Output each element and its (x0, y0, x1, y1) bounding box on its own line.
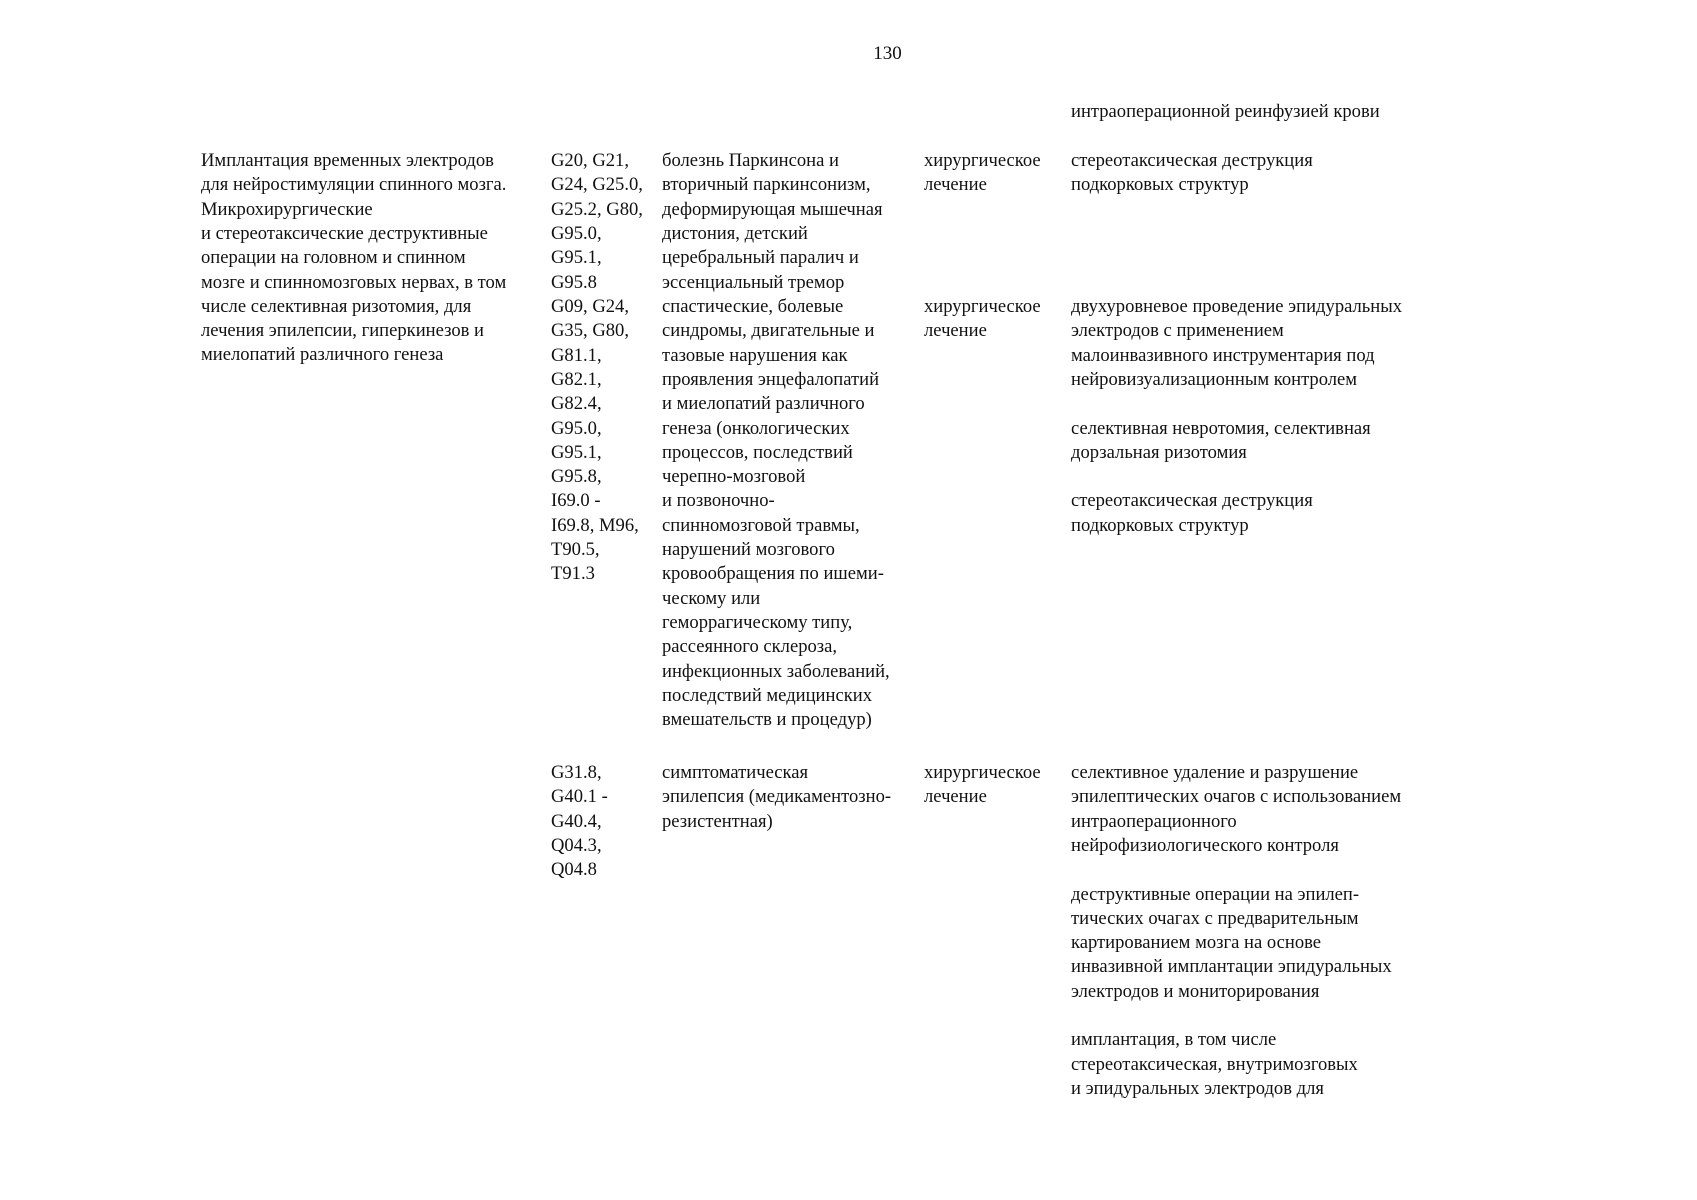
treatment-method-line: и эпидуральных электродов для (1071, 1077, 1324, 1099)
procedure-name-line: мозге и спинномозговых нервах, в том (201, 271, 507, 293)
diagnosis-code-line: G95.8, (551, 466, 602, 488)
diagnosis-line: черепно-мозговой (662, 466, 806, 488)
treatment-method-line: эпилептических очагов с использованием (1071, 786, 1402, 808)
treatment-type-line: лечение (924, 320, 987, 342)
diagnosis-line: рассеянного склероза, (662, 636, 838, 658)
diagnosis-line: и позвоночно- (662, 490, 775, 512)
diagnosis-code-line: G40.1 - (551, 786, 608, 808)
diagnosis-code-line: G31.8, (551, 762, 602, 783)
diagnosis-code-line: G35, G80, (551, 320, 629, 342)
diagnosis-line: церебральный паралич и (662, 247, 859, 269)
diagnosis-line: инфекционных заболеваний, (662, 660, 890, 682)
diagnosis-line: и миелопатий различного (662, 393, 865, 415)
diagnosis-code-line: G20, G21, (551, 150, 629, 171)
treatment-method-line: двухуровневое проведение эпидуральных (1071, 296, 1403, 317)
diagnosis-code-line: I69.8, M96, (551, 514, 639, 536)
treatment-method-line: электродов и мониторирования (1071, 980, 1320, 1002)
diagnosis-code-line: G09, G24, (551, 296, 629, 317)
treatment-method-line: картированием мозга на основе (1071, 932, 1322, 954)
treatment-method-line: тических очагах с предварительным (1071, 907, 1359, 929)
diagnosis-line: симптоматическая (662, 762, 809, 783)
diagnosis-code-line: I69.0 - (551, 490, 601, 512)
diagnosis-code-line: G82.1, (551, 368, 602, 390)
diagnosis-line: синдромы, двигательные и (662, 320, 875, 342)
treatment-method-line: подкорковых структур (1071, 174, 1249, 196)
procedure-name-line: Имплантация временных электродов (201, 150, 494, 171)
diagnosis-code-line: Q04.8 (551, 859, 597, 881)
diagnosis-line: нарушений мозгового (662, 539, 835, 560)
diagnosis-code-line: G95.1, (551, 441, 602, 463)
treatment-method-line: стереотаксическая деструкция (1071, 150, 1313, 171)
diagnosis-code-line: G40.4, (551, 810, 602, 832)
treatment-method-line: малоинвазивного инструментария под (1071, 344, 1375, 366)
treatment-method-line: инвазивной имплантации эпидуральных (1071, 956, 1392, 978)
treatment-type-line: лечение (924, 786, 987, 808)
diagnosis-line: резистентная) (662, 810, 773, 832)
treatment-method-line: селективная невротомия, селективная (1071, 417, 1371, 439)
diagnosis-code-line: G95.1, (551, 247, 602, 269)
diagnosis-line: дистония, детский (662, 222, 808, 244)
diagnosis-line: эссенциальный тремор (662, 271, 845, 293)
diagnosis-line: спастические, болевые (662, 296, 844, 317)
page-number: 130 (873, 43, 902, 64)
treatment-method-line: нейровизуализационным контролем (1071, 368, 1358, 390)
treatment-method-line: электродов с применением (1071, 320, 1284, 342)
procedure-name-line: лечения эпилепсии, гиперкинезов и (201, 320, 484, 342)
diagnosis-code-line: G95.8 (551, 271, 597, 293)
treatment-method-line: деструктивные операции на эпилеп- (1071, 883, 1360, 905)
procedure-name-line: для нейростимуляции спинного мозга. (201, 174, 507, 196)
procedure-name-line: и стереотаксические деструктивные (201, 222, 488, 244)
treatment-method-line: стереотаксическая, внутримозговых (1071, 1053, 1358, 1075)
treatment-method-line: дорзальная ризотомия (1071, 441, 1247, 463)
procedure-name-line: операции на головном и спинном (201, 247, 466, 269)
diagnosis-line: проявления энцефалопатий (662, 368, 880, 390)
procedure-name-line: миелопатий различного генеза (201, 344, 444, 366)
treatment-method-line: интраоперационного (1071, 810, 1237, 832)
diagnosis-code-line: G24, G25.0, (551, 174, 643, 196)
carryover-method-line: интраоперационной реинфузией крови (1071, 101, 1380, 122)
treatment-method-line: селективное удаление и разрушение (1071, 762, 1359, 783)
diagnosis-line: эпилепсия (медикаментозно- (662, 786, 892, 808)
diagnosis-line: вмешательств и процедур) (662, 709, 872, 731)
diagnosis-code-line: T91.3 (551, 563, 595, 585)
diagnosis-code-line: G82.4, (551, 393, 602, 415)
diagnosis-line: спинномозговой травмы, (662, 514, 860, 536)
treatment-method-line: стереотаксическая деструкция (1071, 490, 1313, 512)
diagnosis-line: деформирующая мышечная (662, 198, 883, 220)
diagnosis-code-line: Q04.3, (551, 834, 602, 856)
diagnosis-line: ческому или (662, 587, 761, 609)
procedure-name-line: Микрохирургические (201, 198, 373, 220)
procedure-name-line: числе селективная ризотомия, для (201, 295, 472, 317)
diagnosis-line: кровообращения по ишеми- (662, 563, 884, 585)
treatment-method-line: подкорковых структур (1071, 514, 1249, 536)
diagnosis-code-line: G95.0, (551, 417, 602, 439)
diagnosis-line: болезнь Паркинсона и (662, 150, 839, 171)
treatment-type-line: хирургическое (924, 150, 1041, 171)
treatment-method-line: имплантация, в том числе (1071, 1029, 1277, 1051)
diagnosis-line: вторичный паркинсонизм, (662, 174, 871, 196)
treatment-method-line: нейрофизиологического контроля (1071, 834, 1339, 856)
diagnosis-code-line: G81.1, (551, 344, 602, 366)
diagnosis-line: процессов, последствий (662, 441, 853, 463)
diagnosis-line: тазовые нарушения как (662, 344, 848, 366)
treatment-type-line: хирургическое (924, 296, 1041, 317)
diagnosis-code-line: G25.2, G80, (551, 198, 643, 220)
diagnosis-line: последствий медицинских (662, 684, 872, 706)
treatment-type-line: хирургическое (924, 762, 1041, 783)
diagnosis-line: генеза (онкологических (662, 417, 850, 439)
diagnosis-code-line: T90.5, (551, 539, 600, 560)
diagnosis-line: геморрагическому типу, (662, 611, 853, 633)
diagnosis-code-line: G95.0, (551, 222, 602, 244)
treatment-type-line: лечение (924, 174, 987, 196)
